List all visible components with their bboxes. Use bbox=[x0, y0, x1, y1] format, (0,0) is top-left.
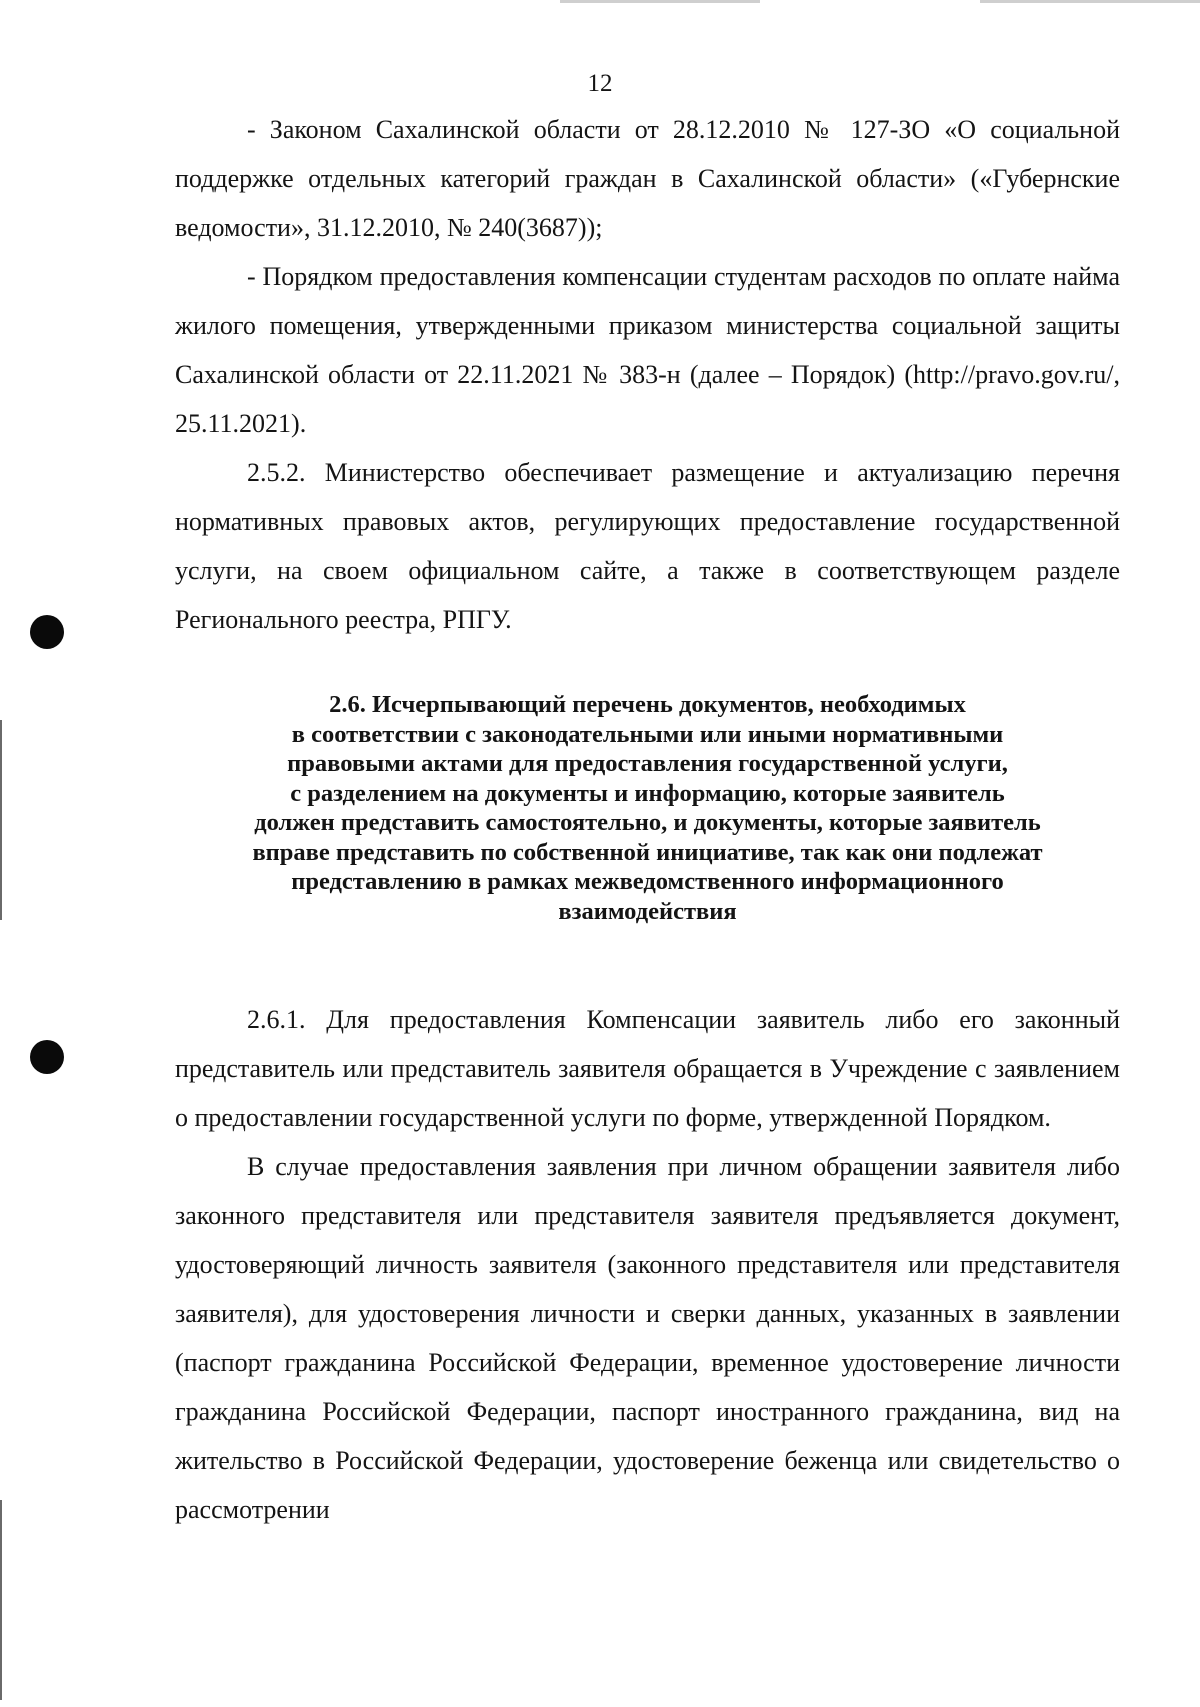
scan-artifact bbox=[980, 0, 1200, 3]
heading-line: с разделением на документы и информацию, которые заявитель bbox=[290, 779, 1005, 807]
heading-line: 2.6. Исчерпывающий перечень документов, необходимых bbox=[329, 691, 966, 718]
paragraph-2-5-2: 2.5.2. Министерство обеспечивает размещение и актуализацию перечня нормативных правовых актов, регулирующих предоставление государственной услуги, на своем официальном сайте, а также в соответствующем разделе Регионального реестра, РПГУ. bbox=[175, 458, 1120, 634]
paragraph-2-6-1: 2.6.1. Для предоставления Компенсации заявитель либо его законный представитель или представитель заявителя обращается в Учреждение с заявлением о предоставлении государственной услуги по форме, утвержденной Порядком. bbox=[175, 1005, 1120, 1132]
heading-line: правовыми актами для предоставления государственной услуги, bbox=[287, 750, 1008, 777]
heading-line: представлению в рамках межведомственного информационного bbox=[291, 868, 1004, 895]
heading-line: должен представить самостоятельно, и документы, которые заявитель bbox=[254, 809, 1041, 836]
paragraph-order-reference: - Порядком предоставления компенсации студентам расходов по оплате найма жилого помещения, утвержденными приказом министерства социальной защиты Сахалинской области от 22.11.2021 № 383-н (далее – Порядок) (http://pravo.gov.ru/, 25.11.2021). bbox=[175, 262, 1120, 438]
paragraph-identity-documents: В случае предоставления заявления при личном обращении заявителя либо законного представителя или представителя заявителя предъявляется документ, удостоверяющий личность заявителя (законного представителя или представителя заявителя), для удостоверения личности и сверки данных, указанных в заявлении (паспорт гражданина Российской Федерации, временное удостоверение личности гражданина Российской Федерации, паспорт иностранного гражданина, вид на жительство в Российской Федерации, удостоверение беженца или свидетельство о рассмотрении bbox=[175, 1152, 1120, 1524]
scan-artifact bbox=[560, 0, 760, 3]
body-section-1 bbox=[175, 105, 1120, 644]
body-section-2 bbox=[175, 995, 1120, 1534]
binder-hole bbox=[30, 1040, 64, 1074]
binding-edge-mark bbox=[0, 1500, 2, 1700]
heading-line: в соответствии с законодательными или иными нормативными bbox=[291, 720, 1004, 748]
paragraph-law-reference: - Законом Сахалинской области от 28.12.2010 № 127-ЗО «О социальной поддержке отдельных категорий граждан в Сахалинской области» («Губернские ведомости», 31.12.2010, № 240(3687)); bbox=[175, 115, 1120, 242]
binding-edge-mark bbox=[0, 720, 2, 920]
heading-line: вправе представить по собственной инициативе, так как они подлежат bbox=[252, 838, 1043, 866]
binder-hole bbox=[30, 615, 64, 649]
page-number: 12 bbox=[587, 70, 613, 97]
section-heading-2-6 bbox=[175, 690, 1120, 926]
heading-line: взаимодействия bbox=[558, 897, 737, 925]
